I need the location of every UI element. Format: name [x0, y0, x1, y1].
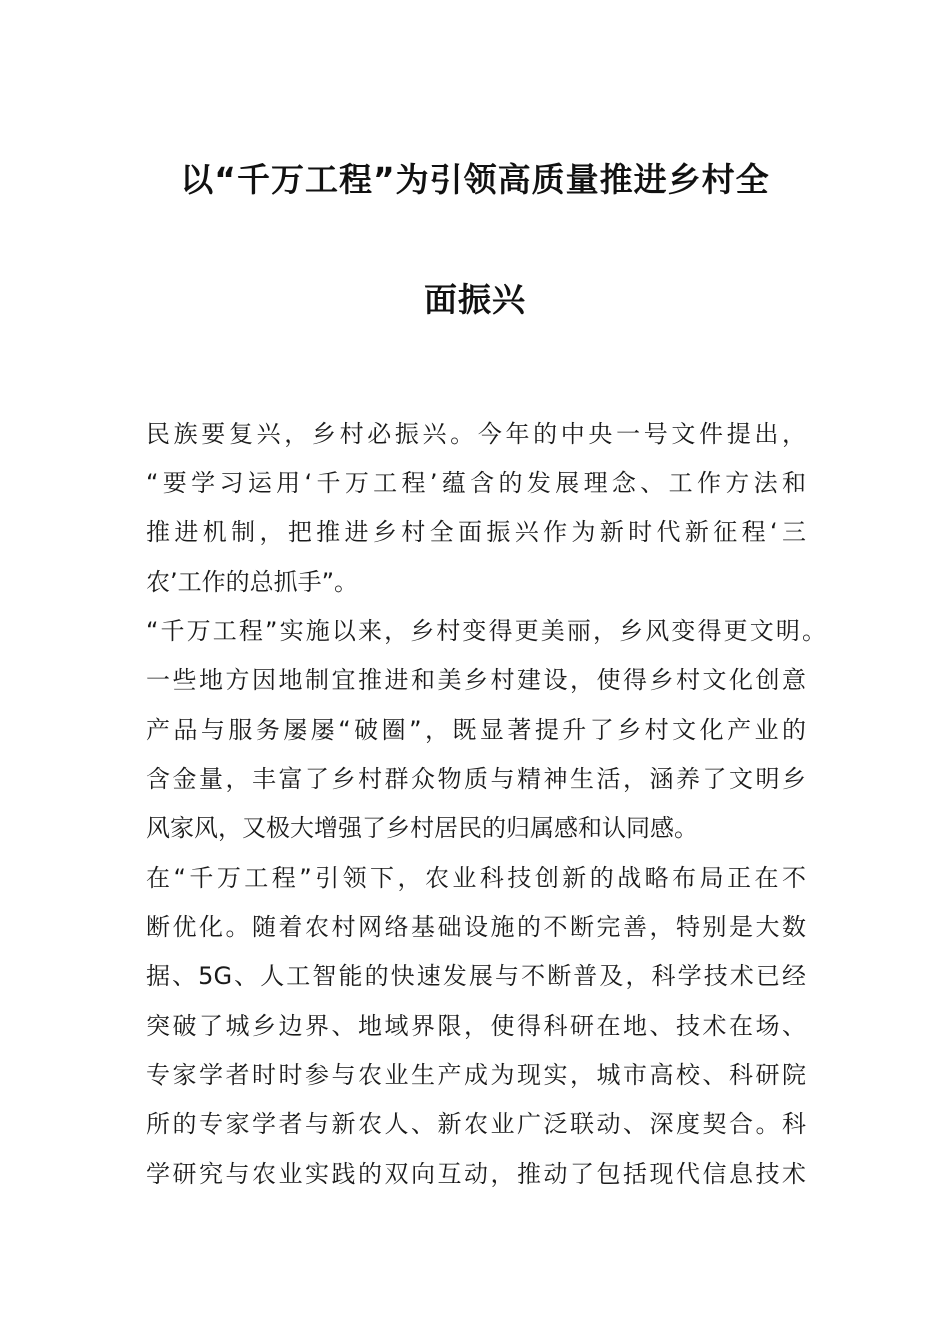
document-title-line-1: 以“千万工程”为引领高质量推进乡村全 — [180, 160, 770, 199]
body-line-9: 风家风，又极大增强了乡村居民的归属感和认同感。 — [146, 814, 698, 842]
body-line-2: “要学习运用‘千万工程’蕴含的发展理念、工作方法和 — [146, 469, 806, 497]
body-line-16: 学研究与农业实践的双向互动，推动了包括现代信息技术 — [146, 1160, 806, 1188]
body-line-13: 突破了城乡边界、地域界限，使得科研在地、技术在场、 — [146, 1012, 806, 1040]
document-title-line-2: 面振兴 — [424, 280, 526, 319]
body-line-14: 专家学者时时参与农业生产成为现实，城市高校、科研院 — [146, 1061, 806, 1089]
body-line-11: 断优化。随着农村网络基础设施的不断完善，特别是大数 — [146, 913, 806, 941]
body-line-5: “千万工程”实施以来，乡村变得更美丽，乡风变得更文明。 — [146, 617, 826, 645]
body-line-3: 推进机制，把推进乡村全面振兴作为新时代新征程‘三 — [146, 518, 806, 546]
body-line-4: 农’工作的总抓手”。 — [146, 568, 359, 596]
body-line-8: 含金量，丰富了乡村群众物质与精神生活，涵养了文明乡 — [146, 765, 806, 793]
body-line-12: 据、5G、人工智能的快速发展与不断普及，科学技术已经 — [146, 962, 806, 990]
body-line-7: 产品与服务屡屡“破圈”，既显著提升了乡村文化产业的 — [146, 716, 806, 744]
body-line-1: 民族要复兴，乡村必振兴。今年的中央一号文件提出， — [146, 420, 806, 448]
body-line-6: 一些地方因地制宜推进和美乡村建设，使得乡村文化创意 — [146, 666, 806, 694]
body-line-10: 在“千万工程”引领下，农业科技创新的战略布局正在不 — [146, 864, 806, 892]
body-line-15: 所的专家学者与新农人、新农业广泛联动、深度契合。科 — [146, 1110, 806, 1138]
